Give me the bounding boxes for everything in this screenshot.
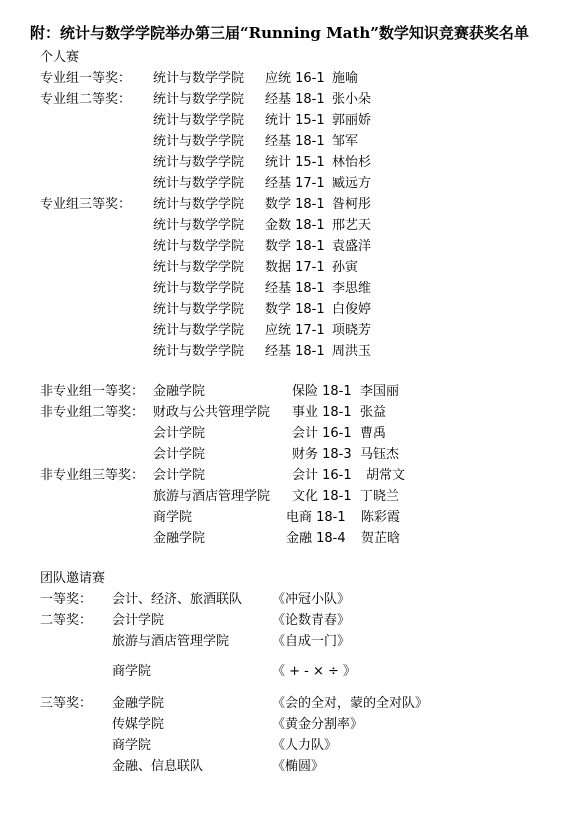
table-row [0,214,566,234]
individual-heading: 个人赛 [40,50,80,65]
table-row [0,422,566,442]
table-row [0,506,566,526]
class-name: 数据 17-1 [265,260,325,275]
school-name: 统计与数学学院 [153,281,245,296]
table-row [0,256,566,276]
class-name: 会计 16-1 [292,426,352,441]
team-name: 《黄金分割率》 [272,717,364,732]
school-name: 商学院 [112,664,152,679]
school-name: 会计学院 [153,468,206,483]
class-name: 会计 16-1 [292,468,352,483]
winner-name: 张小朵 [332,92,372,107]
school-name: 会计学院 [153,447,206,462]
table-row [0,443,566,463]
award-label: 专业组二等奖： [40,92,132,107]
school-name: 统计与数学学院 [153,197,245,212]
table-row [0,734,566,754]
school-name: 商学院 [153,510,193,525]
class-name: 数学 18-1 [265,197,325,212]
award-label: 一等奖： [40,592,93,607]
school-name: 统计与数学学院 [153,113,245,128]
table-row [0,692,566,712]
table-row [0,172,566,192]
school-name: 统计与数学学院 [153,71,245,86]
class-name: 文化 18-1 [292,489,352,504]
class-name: 事业 18-1 [292,405,352,420]
school-name: 会计学院 [112,613,165,628]
winner-name: 邢艺天 [332,218,372,233]
school-name: 统计与数学学院 [153,155,245,170]
table-row [0,88,566,108]
class-name: 保险 18-1 [292,384,352,399]
table-row [0,380,566,400]
school-name: 统计与数学学院 [153,344,245,359]
winner-name: 李国丽 [360,384,400,399]
school-name: 金融学院 [112,696,165,711]
table-row [0,109,566,129]
school-name: 统计与数学学院 [153,134,245,149]
award-label: 非专业组二等奖： [40,405,145,420]
document-title: 附：统计与数学学院举办第三届“Running Math”数学知识竞赛获奖名单 [30,24,529,42]
school-name: 会计学院 [153,426,206,441]
school-name: 会计、经济、旅酒联队 [112,592,243,607]
table-row [0,401,566,421]
award-label: 非专业组一等奖： [40,384,145,399]
table-row [0,193,566,213]
school-name: 财政与公共管理学院 [153,405,271,420]
school-name: 商学院 [112,738,152,753]
table-row [0,298,566,318]
class-name: 经基 18-1 [265,344,325,359]
winner-name: 周洪玉 [332,344,372,359]
team-name: 《人力队》 [272,738,338,753]
school-name: 传媒学院 [112,717,165,732]
winner-name: 胡常文 [366,468,406,483]
table-row [0,713,566,733]
school-name: 统计与数学学院 [153,239,245,254]
class-name: 经基 18-1 [265,281,325,296]
school-name: 旅游与酒店管理学院 [112,634,230,649]
class-name: 统计 15-1 [265,113,325,128]
class-name: 金融 18-4 [286,531,346,546]
award-label: 二等奖： [40,613,93,628]
winner-name: 张益 [360,405,387,420]
class-name: 应统 16-1 [265,71,325,86]
winner-name: 贺芷晗 [361,531,401,546]
team-name: 《自成一门》 [272,634,351,649]
school-name: 统计与数学学院 [153,176,245,191]
class-name: 经基 18-1 [265,134,325,149]
winner-name: 陈彩霞 [361,510,401,525]
class-name: 金数 18-1 [265,218,325,233]
winner-name: 林怡杉 [332,155,372,170]
winner-name: 邹军 [332,134,359,149]
class-name: 经基 18-1 [265,92,325,107]
winner-name: 李思维 [332,281,372,296]
school-name: 金融学院 [153,384,206,399]
team-name: 《论数青春》 [272,613,351,628]
table-row [0,464,566,484]
winner-name: 马钰杰 [360,447,400,462]
winner-name: 丁晓兰 [360,489,400,504]
school-name: 金融、信息联队 [112,759,204,774]
award-label: 专业组三等奖： [40,197,132,212]
award-label: 三等奖： [40,696,93,711]
winner-name: 郭丽娇 [332,113,372,128]
class-name: 统计 15-1 [265,155,325,170]
winner-name: 施喻 [332,71,359,86]
table-row [0,755,566,775]
table-row [0,630,566,650]
class-name: 数学 18-1 [265,239,325,254]
team-name: 《 + - × ÷ 》 [272,664,357,679]
school-name: 统计与数学学院 [153,260,245,275]
award-label: 非专业组三等奖： [40,468,145,483]
school-name: 统计与数学学院 [153,302,245,317]
team-name: 《冲冠小队》 [272,592,351,607]
school-name: 统计与数学学院 [153,218,245,233]
table-row [0,67,566,87]
class-name: 财务 18-3 [292,447,352,462]
award-label: 专业组一等奖： [40,71,132,86]
school-name: 旅游与酒店管理学院 [153,489,271,504]
team-name: 《会的全对，蒙的全对队》 [272,696,429,711]
school-name: 金融学院 [153,531,206,546]
table-row [0,277,566,297]
table-row [0,609,566,629]
winner-name: 项晓芳 [332,323,372,338]
winner-name: 孙寅 [332,260,359,275]
winner-name: 曹禹 [360,426,387,441]
school-name: 统计与数学学院 [153,323,245,338]
table-row [0,588,566,608]
table-row [0,319,566,339]
team-heading: 团队邀请赛 [40,571,106,586]
winner-name: 臧远方 [332,176,372,191]
team-name: 《椭圆》 [272,759,325,774]
table-row [0,485,566,505]
table-row [0,235,566,255]
class-name: 应统 17-1 [265,323,325,338]
table-row [0,130,566,150]
table-row [0,340,566,360]
class-name: 电商 18-1 [286,510,346,525]
table-row [0,151,566,171]
table-row [0,660,566,680]
class-name: 经基 17-1 [265,176,325,191]
table-row [0,527,566,547]
school-name: 统计与数学学院 [153,92,245,107]
winner-name: 白俊婷 [332,302,372,317]
winner-name: 昝柯彤 [332,197,372,212]
class-name: 数学 18-1 [265,302,325,317]
winner-name: 袁盛洋 [332,239,372,254]
